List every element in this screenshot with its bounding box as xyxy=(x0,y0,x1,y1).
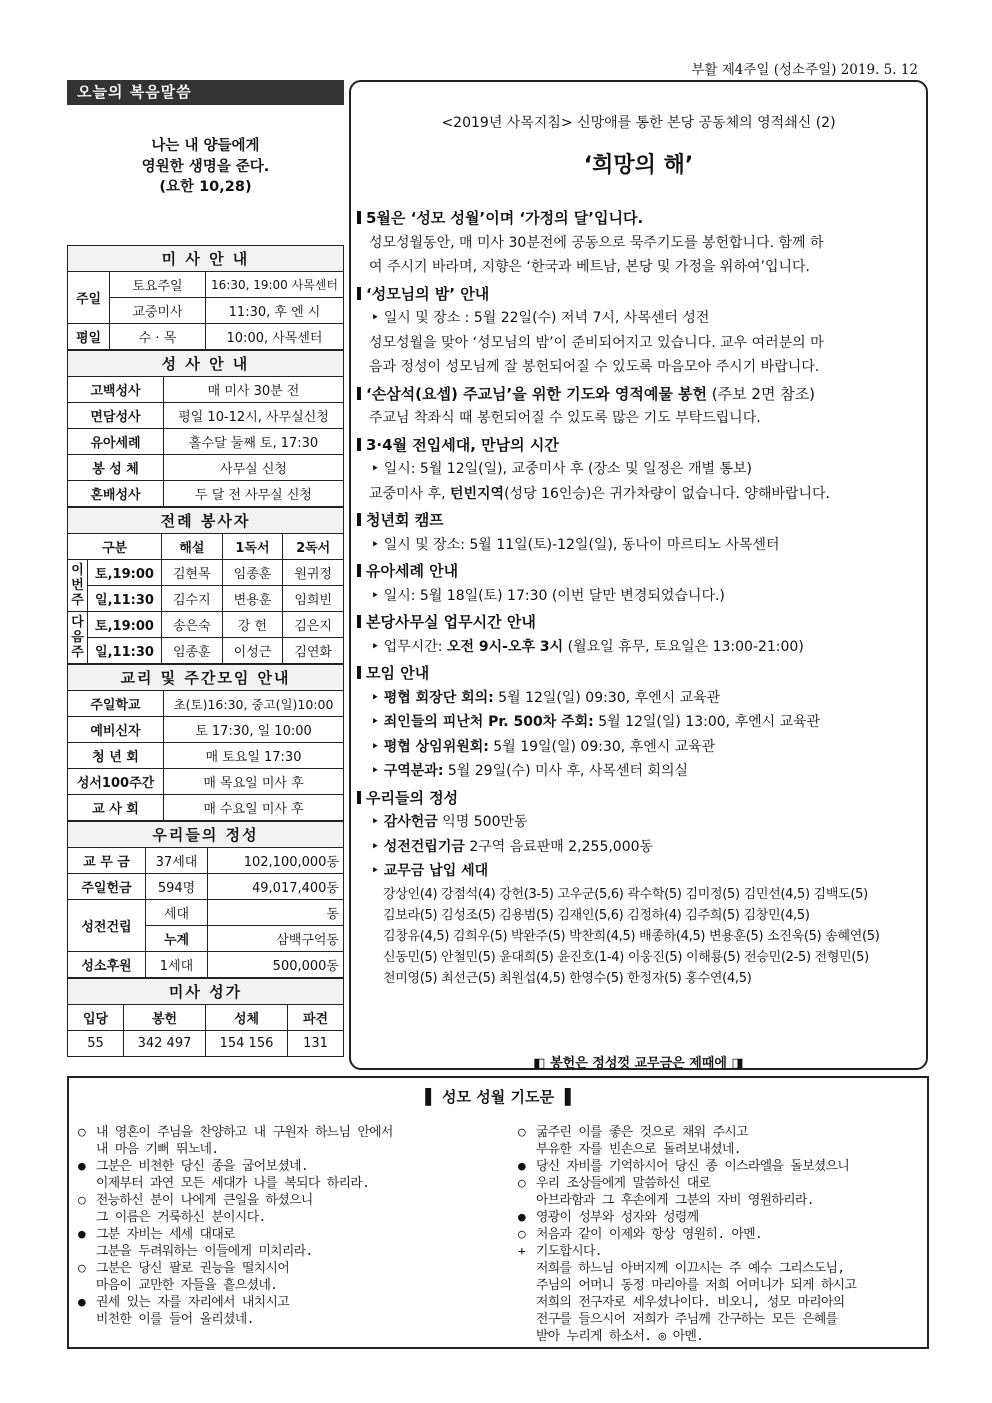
names-line: 강상인(4) 강점석(4) 강헌(3-5) 고우군(5,6) 곽수학(5) 김미정(5) 김민선(4,5) 김백도(5) xyxy=(383,886,868,902)
table-cell: 일,11:30 xyxy=(88,638,162,664)
table-cell: 131 xyxy=(288,1031,344,1057)
paragraph: ‣ 일시: 5월 12일(일), 교중미사 후 (장소 및 일정은 개별 통보) xyxy=(371,461,752,477)
table-cell: 세대 xyxy=(146,900,208,926)
table-cell: 이성근 xyxy=(222,638,283,664)
verse-marker: ○ xyxy=(518,1125,526,1140)
heading-note: (주보 2면 참조) xyxy=(707,384,816,403)
text: 교무금 납입 세대 xyxy=(383,863,489,879)
table-cell: 토요주일 xyxy=(110,272,206,298)
table-cell: 예비신자 xyxy=(68,717,164,743)
verse-text: 주님의 어머니 동정 마리아를 저희 어머니가 되게 하시고 xyxy=(536,1278,857,1293)
list-item: ‣ 성전건립기금 2구역 음료판매 2,255,000동 xyxy=(371,838,654,855)
gospel-line: 나는 내 양들에게 xyxy=(151,138,260,154)
gospel-verse xyxy=(67,136,344,198)
gospel-title: 오늘의 복음말씀 xyxy=(67,80,344,105)
prayer-line xyxy=(78,1277,498,1294)
prayer-line xyxy=(78,1260,498,1277)
text: 익명 500만동 xyxy=(437,814,528,830)
prayer-left-column xyxy=(78,1124,498,1328)
verse-text: 전능하신 분이 나에게 큰일을 하셨으니 xyxy=(96,1193,313,1208)
liturgy-title: 전례 봉사자 xyxy=(68,508,344,534)
list-item: ‣ 평협 회장단 회의: 5월 12일(일) 09:30, 후엔시 교육관 xyxy=(371,689,721,706)
prayer-line xyxy=(78,1158,498,1175)
section-heading: 5월은 ‘성모 성월’이며 ‘가정의 달’입니다. xyxy=(357,206,925,231)
bulletin-date: 부활 제4주일 (성소주일) 2019. 5. 12 xyxy=(691,62,918,78)
table-cell: 55 xyxy=(68,1031,124,1057)
table-cell: 수 · 목 xyxy=(110,324,206,350)
verse-marker: ● xyxy=(78,1227,86,1242)
text: 5월 19일(일) 09:30, 후엔시 교육관 xyxy=(488,738,716,755)
verse-text: 처음과 같이 이제와 항상 영원히. 아멘. xyxy=(536,1227,763,1242)
verse-text: 영광이 성부와 성자와 성령께 xyxy=(536,1210,699,1225)
table-cell: 매 수요일 미사 후 xyxy=(164,795,344,821)
section-heading: 유아세례 안내 xyxy=(357,559,925,584)
table-header: 성체 xyxy=(206,1005,288,1031)
table-cell: 49,017,400동 xyxy=(208,874,344,900)
prayer-line xyxy=(78,1226,498,1243)
sunday-label: 주일 xyxy=(68,272,110,324)
paragraph xyxy=(357,635,925,660)
table-cell: 김은지 xyxy=(283,612,344,638)
table-cell: 154 156 xyxy=(206,1031,288,1057)
verse-text: 받아 누리게 하소서. ◎ 아멘. xyxy=(536,1329,704,1344)
table-cell: 102,100,000동 xyxy=(208,848,344,874)
table-cell: 김현목 xyxy=(162,560,223,586)
verse-text: 그분은 비천한 당신 종을 굽어보셨네. xyxy=(96,1159,308,1174)
verse-marker: ● xyxy=(518,1210,526,1225)
paragraph: ‣ 일시 및 장소 : 5월 22일(수) 저녁 7시, 사목센터 성전 xyxy=(371,310,710,326)
table-cell: 사무실 신청 xyxy=(164,455,344,481)
table-cell: 동 xyxy=(208,900,344,926)
table-cell: 김수지 xyxy=(162,586,223,612)
prayer-line xyxy=(78,1141,498,1158)
names-line: 김창유(4,5) 김희우(5) 박완주(5) 박찬희(4,5) 배종하(4,5) 변용훈(5) 소진욱(5) 송혜연(5) xyxy=(383,928,880,944)
table-cell: 임종훈 xyxy=(162,638,223,664)
verse-text: 저희를 하느님 아버지께 이끄시는 주 예수 그리스도님, xyxy=(536,1261,845,1276)
mass-table xyxy=(67,245,344,350)
verse-marker: ● xyxy=(78,1295,86,1310)
hymn-table xyxy=(67,978,344,1057)
verse-marker: ● xyxy=(78,1159,86,1174)
offering-table xyxy=(67,821,344,978)
names-line: 신동민(5) 안철민(5) 윤대희(5) 윤진호(1-4) 이웅진(5) 이해룡(5) 전승민(2-5) 전형민(5) xyxy=(383,949,869,965)
prayer-line xyxy=(518,1294,923,1311)
section-heading: 우리들의 정성 xyxy=(357,786,925,811)
education-table xyxy=(67,664,344,821)
donor-names xyxy=(357,884,925,989)
gospel-line: 영원한 생명을 준다. xyxy=(141,158,270,175)
text: 죄인들의 피난처 Pr. 500차 주회: xyxy=(383,714,594,730)
table-cell: 토,19:00 xyxy=(88,612,162,638)
table-header: 구분 xyxy=(68,534,162,560)
verse-text: 내 영혼이 주님을 찬양하고 내 구원자 하느님 안에서 xyxy=(96,1125,393,1140)
prayer-line xyxy=(78,1311,498,1328)
sacrament-table xyxy=(67,350,344,507)
table-cell: 토,19:00 xyxy=(88,560,162,586)
text: 구역분과: xyxy=(383,763,444,779)
prayer-line xyxy=(518,1124,923,1141)
names-line: 김보라(5) 김성조(5) 김용범(5) 김재인(5,6) 김정하(4) 김주희(5) 김창민(4,5) xyxy=(383,907,810,923)
table-cell: 임종훈 xyxy=(222,560,283,586)
prayer-line xyxy=(518,1192,923,1209)
table-cell: 봉 성 체 xyxy=(68,455,164,481)
table-cell: 평일 10-12시, 사무실신청 xyxy=(164,403,344,429)
text: 평협 상임위원회: xyxy=(383,738,489,755)
table-cell: 원귀정 xyxy=(283,560,344,586)
table-cell: 매 토요일 17:30 xyxy=(164,743,344,769)
table-cell: 1세대 xyxy=(146,952,208,978)
table-cell: 주일헌금 xyxy=(68,874,146,900)
table-cell: 누계 xyxy=(146,926,208,952)
prayer-line xyxy=(518,1226,923,1243)
table-cell: 면담성사 xyxy=(68,403,164,429)
verse-text: 기도합시다. xyxy=(536,1244,602,1259)
table-cell: 매 미사 30분 전 xyxy=(164,377,344,403)
table-cell: 토 17:30, 일 10:00 xyxy=(164,717,344,743)
table-header: 해설 xyxy=(162,534,223,560)
table-cell: 김연화 xyxy=(283,638,344,664)
verse-text: 그분은 당신 팔로 권능을 떨치시어 xyxy=(96,1261,290,1276)
verse-text: 권세 있는 자를 자리에서 내치시고 xyxy=(96,1295,290,1310)
verse-text: 비천한 이를 들어 올리셨네. xyxy=(96,1312,254,1327)
offering-title: 우리들의 정성 xyxy=(68,822,344,848)
text: 5월 12일(일) 09:30, 후엔시 교육관 xyxy=(493,689,721,706)
table-cell: 성서100주간 xyxy=(68,769,164,795)
table-cell: 고백성사 xyxy=(68,377,164,403)
table-cell: 일,11:30 xyxy=(88,586,162,612)
prayer-line xyxy=(518,1328,923,1345)
verse-marker: ○ xyxy=(518,1176,526,1191)
prayer-line xyxy=(78,1175,498,1192)
table-cell: 교중미사 xyxy=(110,298,206,324)
verse-text: 아브라함과 그 후손에게 그분의 자비 영원하리라. xyxy=(536,1193,814,1208)
text: (월요일 휴무, 토요일은 13:00-21:00) xyxy=(563,638,804,655)
paragraph: ‣ 일시: 5월 18일(토) 17:30 (이번 달만 변경되었습니다.) xyxy=(371,587,725,604)
verse-marker: ○ xyxy=(78,1193,86,1208)
table-cell: 송은숙 xyxy=(162,612,223,638)
paragraph: 여 주시기 바라며, 지향은 ‘한국과 베트남, 본당 및 가정을 위하여’입니다. xyxy=(369,259,810,275)
table-cell: 교 사 회 xyxy=(68,795,164,821)
section-heading: 3·4월 전입세대, 만남의 시간 xyxy=(357,433,925,458)
prayer-line xyxy=(78,1243,498,1260)
prayer-line xyxy=(78,1294,498,1311)
hymn-title: 미사 성가 xyxy=(68,979,344,1005)
section-heading: ‘성모님의 밤’ 안내 xyxy=(357,282,925,307)
liturgy-table xyxy=(67,507,344,664)
text: ‣ 업무시간: xyxy=(371,638,447,655)
text: 5월 12일(일) 13:00, 후엔시 교육관 xyxy=(593,714,821,730)
verse-text: 이제부터 과연 모든 세대가 나를 복되다 하리라. xyxy=(96,1176,370,1191)
table-cell: 37세대 xyxy=(146,848,208,874)
offering-slogan: ◧ 봉헌은 정성껏 교무금은 제때에 ◨ xyxy=(533,1056,744,1071)
table-header: 2독서 xyxy=(283,534,344,560)
verse-text: 저희의 전구자로 세우셨나이다. 비오니, 성모 마리아의 xyxy=(536,1295,845,1310)
verse-text: 전구를 들으시어 저희가 주님께 간구하는 모든 은혜를 xyxy=(536,1312,838,1327)
week-label: 다음주 xyxy=(68,612,88,664)
table-cell: 10:00, 사목센터 xyxy=(206,324,344,350)
table-cell: 성전건립 xyxy=(68,900,146,952)
prayer-line xyxy=(518,1260,923,1277)
verse-marker: + xyxy=(518,1244,526,1259)
text: 성전건립기금 xyxy=(383,838,465,855)
text: (성당 16인승)은 귀가차량이 없습니다. 양해바랍니다. xyxy=(504,485,831,502)
table-header: 봉헌 xyxy=(124,1005,206,1031)
table-cell: 두 달 전 사무실 신청 xyxy=(164,481,344,507)
table-cell: 11:30, 후 엔 시 xyxy=(206,298,344,324)
prayer-line xyxy=(518,1277,923,1294)
verse-marker: ○ xyxy=(78,1261,86,1276)
section-heading: 본당사무실 업무시간 안내 xyxy=(357,610,925,635)
table-cell: 유아세례 xyxy=(68,429,164,455)
mass-title: 미 사 안 내 xyxy=(68,246,344,272)
table-cell: 성소후원 xyxy=(68,952,146,978)
paragraph: 성모성월을 맞아 ‘성모님의 밤’이 준비되어지고 있습니다. 교우 여러분의 마 xyxy=(369,334,824,351)
table-cell: 임희빈 xyxy=(283,586,344,612)
weekday-label: 평일 xyxy=(68,324,110,350)
names-line: 천미영(5) 최선근(5) 최원섭(4,5) 한영수(5) 한정자(5) 홍수연(4,5) xyxy=(383,970,752,986)
list-item: ‣ 감사헌금 익명 500만동 xyxy=(371,814,528,830)
table-header: 파견 xyxy=(288,1005,344,1031)
verse-text: 그 이름은 거룩하신 분이시다. xyxy=(96,1210,266,1225)
verse-text: 그분 자비는 세세 대대로 xyxy=(96,1227,235,1242)
text: 감사헌금 xyxy=(383,814,438,830)
table-cell: 혼배성사 xyxy=(68,481,164,507)
table-header: 입당 xyxy=(68,1005,124,1031)
text: 5월 29일(수) 미사 후, 사목센터 회의실 xyxy=(443,763,689,779)
table-cell: 342 497 xyxy=(124,1031,206,1057)
table-cell: 삼백구억동 xyxy=(208,926,344,952)
table-cell: 교 무 금 xyxy=(68,848,146,874)
prayer-line xyxy=(78,1124,498,1141)
verse-text: 굶주린 이를 좋은 것으로 채워 주시고 xyxy=(536,1125,748,1140)
week-label: 이번주 xyxy=(68,560,88,612)
paragraph: ‣ 일시 및 장소: 5월 11일(토)-12일(일), 동나이 마르티노 사목센터 xyxy=(371,536,780,553)
table-cell: 16:30, 19:00 사목센터 xyxy=(206,272,344,298)
verse-text: 우리 조상들에게 말씀하신 대로 xyxy=(536,1176,711,1191)
prayer-right-column xyxy=(518,1124,923,1345)
table-cell: 홀수달 둘째 토, 17:30 xyxy=(164,429,344,455)
left-info-tables xyxy=(67,245,344,1057)
section-heading xyxy=(357,382,925,407)
verse-text: 부유한 자를 빈손으로 돌려보내셨네. xyxy=(536,1142,741,1157)
text: 교중미사 후, xyxy=(369,485,450,502)
prayer-line xyxy=(518,1243,923,1260)
table-cell: 강 헌 xyxy=(222,612,283,638)
education-title: 교리 및 주간모임 안내 xyxy=(68,665,344,691)
prayer-line xyxy=(78,1209,498,1226)
text: 평협 회장단 회의: xyxy=(383,689,494,706)
prayer-line xyxy=(518,1311,923,1328)
table-cell: 매 목요일 미사 후 xyxy=(164,769,344,795)
announcement-body xyxy=(357,204,925,989)
pastoral-subtitle: <2019년 사목지침> 신망애를 통한 본당 공동체의 영적쇄신 (2) xyxy=(441,115,836,131)
prayer-line xyxy=(518,1209,923,1226)
paragraph: 음과 정성이 성모님께 잘 봉헌되어질 수 있도록 마음모아 주시기 바랍니다. xyxy=(369,359,820,375)
verse-text: 마음이 교만한 자들을 흩으셨네. xyxy=(96,1278,278,1293)
verse-marker: ○ xyxy=(78,1125,86,1140)
table-cell: 초(토)16:30, 중고(일)10:00 xyxy=(164,691,344,717)
prayer-line xyxy=(518,1175,923,1192)
table-header: 1독서 xyxy=(222,534,283,560)
section-heading: 청년회 캠프 xyxy=(357,508,925,533)
text: 2구역 음료판매 2,255,000동 xyxy=(464,838,654,855)
verse-text: 당신 자비를 기억하시어 당신 종 이스라엘을 돌보셨으니 xyxy=(536,1159,850,1174)
heading-text: ‘손삼석(요셉) 주교님’을 위한 기도와 영적예물 봉헌 xyxy=(366,384,708,403)
section-heading: 모임 안내 xyxy=(357,661,925,686)
table-cell: 청 년 회 xyxy=(68,743,164,769)
list-item: ‣ 구역분과: 5월 29일(수) 미사 후, 사목센터 회의실 xyxy=(371,763,689,779)
paragraph: 성모성월동안, 매 미사 30분전에 공동으로 묵주기도를 봉헌합니다. 함께 하 xyxy=(369,234,824,251)
table-cell: 500,000동 xyxy=(208,952,344,978)
text: 턴빈지역 xyxy=(449,485,505,502)
table-cell: 주일학교 xyxy=(68,691,164,717)
paragraph xyxy=(357,482,925,507)
verse-text: 그분을 두려워하는 이들에게 미치리라. xyxy=(96,1244,313,1259)
pastoral-title: ‘희망의 해’ xyxy=(583,153,694,178)
table-cell: 594명 xyxy=(146,874,208,900)
paragraph: 주교님 착좌식 때 봉헌되어질 수 있도록 많은 기도 부탁드립니다. xyxy=(369,410,761,426)
prayer-title: ▌ 성모 성월 기도문 ▐ xyxy=(425,1088,571,1106)
prayer-line xyxy=(518,1141,923,1158)
sacrament-title: 성 사 안 내 xyxy=(68,351,344,377)
list-item: ‣ 죄인들의 피난처 Pr. 500차 주회: 5월 12일(일) 13:00, 후엔시 교육관 xyxy=(371,714,821,730)
list-item: ‣ 교무금 납입 세대 xyxy=(371,863,489,879)
verse-text: 내 마음 기뻐 뛰노네. xyxy=(96,1142,219,1157)
list-item: ‣ 평협 상임위원회: 5월 19일(일) 09:30, 후엔시 교육관 xyxy=(371,738,716,755)
verse-marker: ● xyxy=(518,1159,526,1174)
prayer-line xyxy=(518,1158,923,1175)
verse-marker: ○ xyxy=(518,1227,526,1242)
gospel-ref: (요한 10,28) xyxy=(159,179,252,195)
table-cell: 변용훈 xyxy=(222,586,283,612)
text: 오전 9시-오후 3시 xyxy=(446,638,564,655)
prayer-line xyxy=(78,1192,498,1209)
